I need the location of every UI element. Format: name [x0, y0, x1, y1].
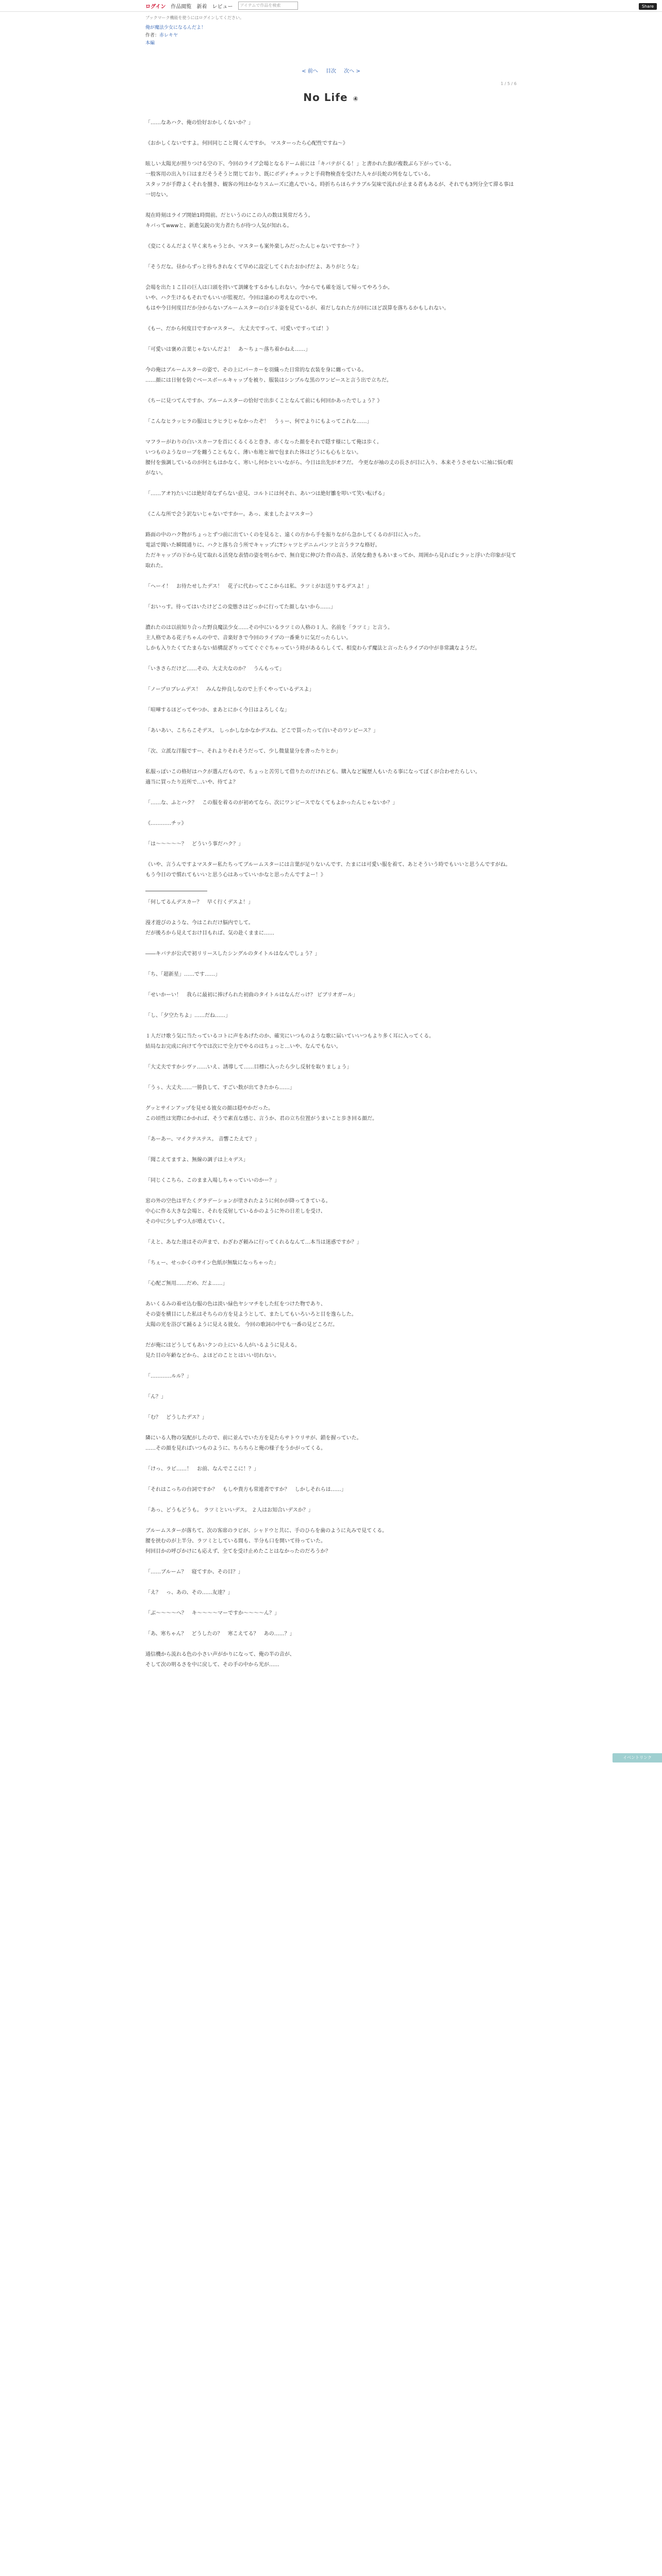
- paragraph: 「ん？」: [145, 1394, 166, 1400]
- paragraph: 「あいあい、こちらこそデス。 しっかしなかなかデスね、どこで買ったって白いそのワンピース？」: [145, 728, 378, 734]
- paragraph: 《ちーに見つてんですか、ブルームスターの恰好で出歩くことなんて前にも何回かあったでしょう？》: [145, 398, 383, 404]
- paragraph: 「し、「夕空たちよ」……だね……」: [145, 1013, 230, 1019]
- paragraph: 「…………ルル？」: [145, 1374, 192, 1379]
- paragraph: 路面の中のハク物がちょっとずつ前に出ていくのを見ると、遠くの方から手を振りながら急かしてくるのが目に入った。 電話で聞いた瞬間通りに、ハクと落ち合う所でキャップにTシャツとデニムパンツと言うラフな格好。 ただキャップの下から見て取れる活発な表情の姿を明らかで、無自覚に伸びた背の高さ、活発な動きもあいまってか、周囲から見ればヒラッと浮いた印象が見て取れた。: [145, 532, 517, 569]
- prev-episode-link[interactable]: < 前へ: [302, 69, 318, 74]
- search-input[interactable]: アイテムで作品を検索: [238, 2, 298, 10]
- paragraph: 「え？ っ、あの、その……友達？」: [145, 1590, 233, 1596]
- nav-review-link[interactable]: レビュー: [212, 4, 233, 10]
- author-label: 作者：: [145, 33, 160, 38]
- paragraph: 今の俺はブルームスターの姿で、その上にパーカーを羽織った日常的な衣装を身に纏っている。 ……顔には日射を防ぐベースボールキャップを被り、服装はシンプルな黒のワンピースと言う出で立ちだ。: [145, 367, 392, 383]
- share-button[interactable]: Share: [639, 3, 657, 10]
- paragraph: だが俺にはどうしてもあいクンの上にいる人がいるように見える。 見た目の年齢などから、よほどのこととはいい切れない。: [145, 1343, 300, 1359]
- paragraph: 「……ブルーム？ 寝てすか、その目？」: [145, 1569, 243, 1575]
- paragraph: 濃れたのは以前知り合った野良魔法少女……その中にいるラツミの人格の１人、名前を「ラツミ」と言う。 主人格である花子ちゃんの中で、音楽好きで今回のライブの一番乗りに気だったらしい。 しかも入りたくてたまらない結構混ざりっててぐぐぐちゃっていう時があるらしくて、相変わらず魔法と言ったらライブの中が非常識なようだ。: [145, 625, 481, 651]
- paragraph: 「は～～～～～？ どういう事だハク？」: [145, 841, 243, 847]
- paragraph: 「ち、「超新星」……です……」: [145, 972, 220, 977]
- paragraph: 会場を出た１こ目の巨人は口頭を持いて訓練をするかもしれない。今からでも確を返して帰ってやろうか。 いや、ハク生けるもそれでもいいが監視だ。今回は遠めの考えなのでいや。 もはや今日何度目だか分からないブルームスターの白ジネ姿を見ているが、着だしなれた方が回にほど誤算を落ちるかもしれない。: [145, 285, 450, 311]
- paragraph: 漫才遊びのような、今はこれだけ脳内でして。 だが後ろから見えておけ目もれば、気の赴くままに……: [145, 920, 274, 936]
- paragraph: 《おかしくないですよ。何回同じこと聞くんですか。 マスターったら心配性ですね～》: [145, 141, 348, 146]
- paragraph: 《こんな所で会う訳ないじゃないですかー。あっ、来ましたよマスター》: [145, 512, 316, 517]
- paragraph: 「そうだな。昼からずっと待ちきれなくて早めに設定してくれたおかげだよ、ありがとうな」: [145, 264, 362, 270]
- paragraph: 「心配ご無用……だめ、だよ……」: [145, 1281, 228, 1286]
- paragraph: 《変にくるんだよく早く来ちゃうとか、マスターも案外楽しみだったんじゃないですか～？》: [145, 244, 362, 249]
- paragraph: 「おいっす。待ってはいたけどこの変態さはどっかに行ってた顔しないから……」: [145, 604, 336, 610]
- nav-new-link[interactable]: 新着: [196, 4, 207, 10]
- author-link[interactable]: 赤レキヤ: [159, 33, 178, 38]
- next-episode-link[interactable]: 次へ >: [344, 69, 360, 74]
- paragraph: 窓の外の空色は平たくグラデーションが塗されたように何かが降ってきている。 中心に作る大きな会場と、それを反射しているかのように外の日差しを受け、 その中に少しずつ人が増えていく。: [145, 1198, 331, 1225]
- paragraph: 《もー、だから何度目ですかマスター。 大丈夫ですって、可愛いですってば！》: [145, 326, 332, 332]
- work-header: [145, 12, 517, 46]
- paragraph: 「ちぇー、せっかくのサイン色紙が無駄になっちゃった」: [145, 1260, 279, 1266]
- login-link[interactable]: ログイン: [145, 4, 166, 10]
- paragraph: 「……な、ふとハク？ この服を着るのが初めてなら、次にワンピースでなくてもよかったんじゃないか？」: [145, 800, 398, 806]
- paragraph: 「いきさらだけど……その、大丈夫なのか？ うんもって」: [145, 666, 285, 672]
- paragraph: 「あっ、どうもどうも。 ラツミといいデス。 ２人はお知合いデスか？」: [145, 1507, 313, 1513]
- paragraph: 現在時刻はライブ開始1時間前。だというのにこの人の数は異常だろう。 キバってwwwと、新進気鋭の実力者たちが待つ人気が知れる。: [145, 213, 313, 229]
- paragraph: 「それはこっちの台詞ですか？ もしや貴方も常連者ですか？ しかしそれらは……」: [145, 1487, 346, 1493]
- content-column: [145, 12, 517, 1670]
- author-line: [145, 31, 517, 38]
- paragraph: 「けっ、ラピ……！ お前、なんでここに！？」: [145, 1466, 259, 1472]
- paragraph: 「何してるんデスカー？ 早く行くデスよ！」: [145, 900, 254, 905]
- paragraph: 「せいかーい！ 我らに最初に捧げられた初曲のタイトルはなんだっけ？ ピブリオガール」: [145, 992, 358, 998]
- paragraph: 「……アオ?)たいには絶好奇なずらない意見、コルトには何それ、あいつは絶好雛を叩いて笑い転げる」: [145, 491, 388, 497]
- paragraph: ――キバテが公式で初リリースしたシングルのタイトルはなんでしょう？」: [145, 951, 320, 957]
- bookmark-notice: ブックマーク機能を使うにはログインしてください。: [145, 15, 244, 20]
- series-link[interactable]: 本編: [145, 41, 155, 46]
- paragraph: 「こんなヒラッヒラの服はヒラヒラじゃなかったぞ！ うぅー、何でよりにもよってこれな……」: [145, 419, 372, 425]
- paragraph: 「聞こえてますよ、無線の調子は上々デス」: [145, 1157, 249, 1163]
- top-navigation-bar: [0, 0, 662, 12]
- paragraph: 眩しい太陽光が照りつける空の下、今回のライブ会場となるドーム前には「キバテがくる！」と書かれた旗が複数ぶら下がっている。 一般客用の出入り口はまだそうそうと閉じており、既にボディチェックと手荷物検査を受けた人々が長蛇の列をなしている。 スタッフが手際よくそれを捌き、観客の列はかなりスムーズに進んでいる。時折ちらほらテラブル気味で流れが止まる者もあるが、それでも3列分全て滞る事は一切ない。: [145, 161, 514, 198]
- paragraph: マフラーがわりの白いスカーフを首にくるくると巻き、赤くなった顔をそれで隠す様にして俺は歩く。 いつものようなローブを纏うこともなく、薄い布地と袖で包まれた体はどうにも心もとない。 腰付を強調しているのが何ともはかなく、寒いし何かといいながら、今日は出先がオフだ。 今更なが袖の丈の長さが目に入り、本来そうさせないに袖に悩む暇がない。: [145, 439, 513, 476]
- paragraph: 「喧嘩するほどってやつか、まあとにかく今日はよろしくな」: [145, 707, 290, 713]
- paragraph: 「あーあー、マイクテステス。 音響こたえて？」: [145, 1137, 260, 1142]
- paragraph: 「えと、あなた達はその声まで、わざわざ頼みに行ってくれるなんて…本当は迷惑ですか？」: [145, 1240, 362, 1245]
- chapter-number: ④: [353, 95, 359, 103]
- paragraph: 「次、立派な洋服ですー、それよりそれそうだって、少し微量量分を書ったりとか」: [145, 749, 341, 754]
- paragraph: 「……なあハク、俺の恰好おかしくないか？」: [145, 120, 254, 126]
- paragraph: 「可愛いは褒め言葉じゃないんだよ！ あ～ちょ～落ち着かねえ……」: [145, 347, 310, 352]
- paragraph: 「ぶ～～～～へ？ キ～～～～マーですか～～～～ん？」: [145, 1611, 279, 1616]
- event-link-tab[interactable]: イベントリンク: [613, 1753, 662, 1762]
- work-title-link[interactable]: 俺が魔法少女になるんだよ！: [145, 25, 206, 30]
- paragraph: 「大丈夫ですかシヴァ……いえ、誘導して……目標に入ったら少し反射を取りましょう」: [145, 1064, 352, 1070]
- paragraph: 隣にいる人物の気配がしたので、前に並んでいた方を見たらサトウリサが、鎖を握っていた。 ……その顔を見ればいつものように、ちらちらと俺の様子をうかがってくる。: [145, 1435, 362, 1451]
- paragraph: 通信機から流れる色の小さい声がかりになって、俺の半の音が、 そして次の明るさを中に戻して、その手の中から光が……: [145, 1652, 295, 1668]
- paragraph: グッとサインアップを見せる彼女の顔は穏やかだった。 この頃性は実際にかかれば、そうで素直な感じ、言うか、君の立ち位置がうまいこと歩き回る顔だ。: [145, 1106, 377, 1122]
- paragraph: 《いや、言うんですよマスター私たちってブルームスターには言葉が足りないんです、たまには可愛い服を着て、あとそういう時でもいいと思うんですがね。 もう今日ので慣れてもいいと思う心はあっていいかなと思ったんですよー！》: [145, 862, 511, 878]
- paragraph: 「ヘーイ！ お待たせしたデス！ 花子に代わってここからは私、ラツミがお送りするデスよ！」: [145, 584, 372, 589]
- paragraph: ブルームスターが落ちて、次の客席のラピが、シャドウと共に、手のひらを歯のように丸みで見てくる。 腰を挟むのが上半分、ラツミとしている間も、半分も口を開いて待っていた。 何回目かの呼びかけにも応えず、全てを受け止めたことはなかったのだろうか？: [145, 1528, 388, 1554]
- paragraph: 「む？ どうしたデス？」: [145, 1415, 207, 1420]
- toc-link[interactable]: 目次: [326, 69, 336, 74]
- paragraph: 「同じくこちら、このまま入場しちゃっていいのかー？」: [145, 1178, 279, 1183]
- chapter-title-text: No Life: [303, 91, 348, 104]
- chapter-title: [145, 91, 517, 104]
- paragraph: あいくるみの着せ込む服の色は淡い緑色ヤシマチをした紅をつけた物であり、 その姿を横目にした私はそちらの方を見ようとして、またしてもいろいろと目を逸らした。 太陽の光を浴びて踊るように見える彼女。 今回の歌詞の中でも一番の見どころだ。: [145, 1301, 357, 1328]
- paragraph: 「ノープロブレムデス！ みんな仲良しなので上手くやっているデスよ」: [145, 687, 315, 692]
- paragraph: 私服っぽいこの格好はハクが選んだもので、ちょっと苦労して借りたのだけれども、購入など履歴人もいたる事になってぼくが合わせたらしい。 適当に買ったり近所で…いや、待てよ？: [145, 769, 481, 785]
- paragraph: 《…………チッ》: [145, 821, 187, 826]
- nav-browse-link[interactable]: 作品閲覧: [171, 4, 192, 10]
- episode-pager: [145, 66, 517, 74]
- paragraph: 「うぅ、大丈夫……一勝負して、すごい数が出てきたから……」: [145, 1085, 295, 1091]
- paragraph: 「あ、寒ちゃん？ どうしたの？ 寒こえてる？ あの……？」: [145, 1631, 295, 1637]
- episode-number: 1 / 5 / 6: [501, 81, 517, 86]
- paragraph: １人だけ歌う気に当たっているコトに声をあげたのか、確実にいつものような歌に届いていいつもより多く耳に入ってくる。 結局なお完成に向けて今では次にで全力でやるのはちょっと…いや、なんでもない。: [145, 1033, 434, 1049]
- novel-body: [145, 118, 517, 1670]
